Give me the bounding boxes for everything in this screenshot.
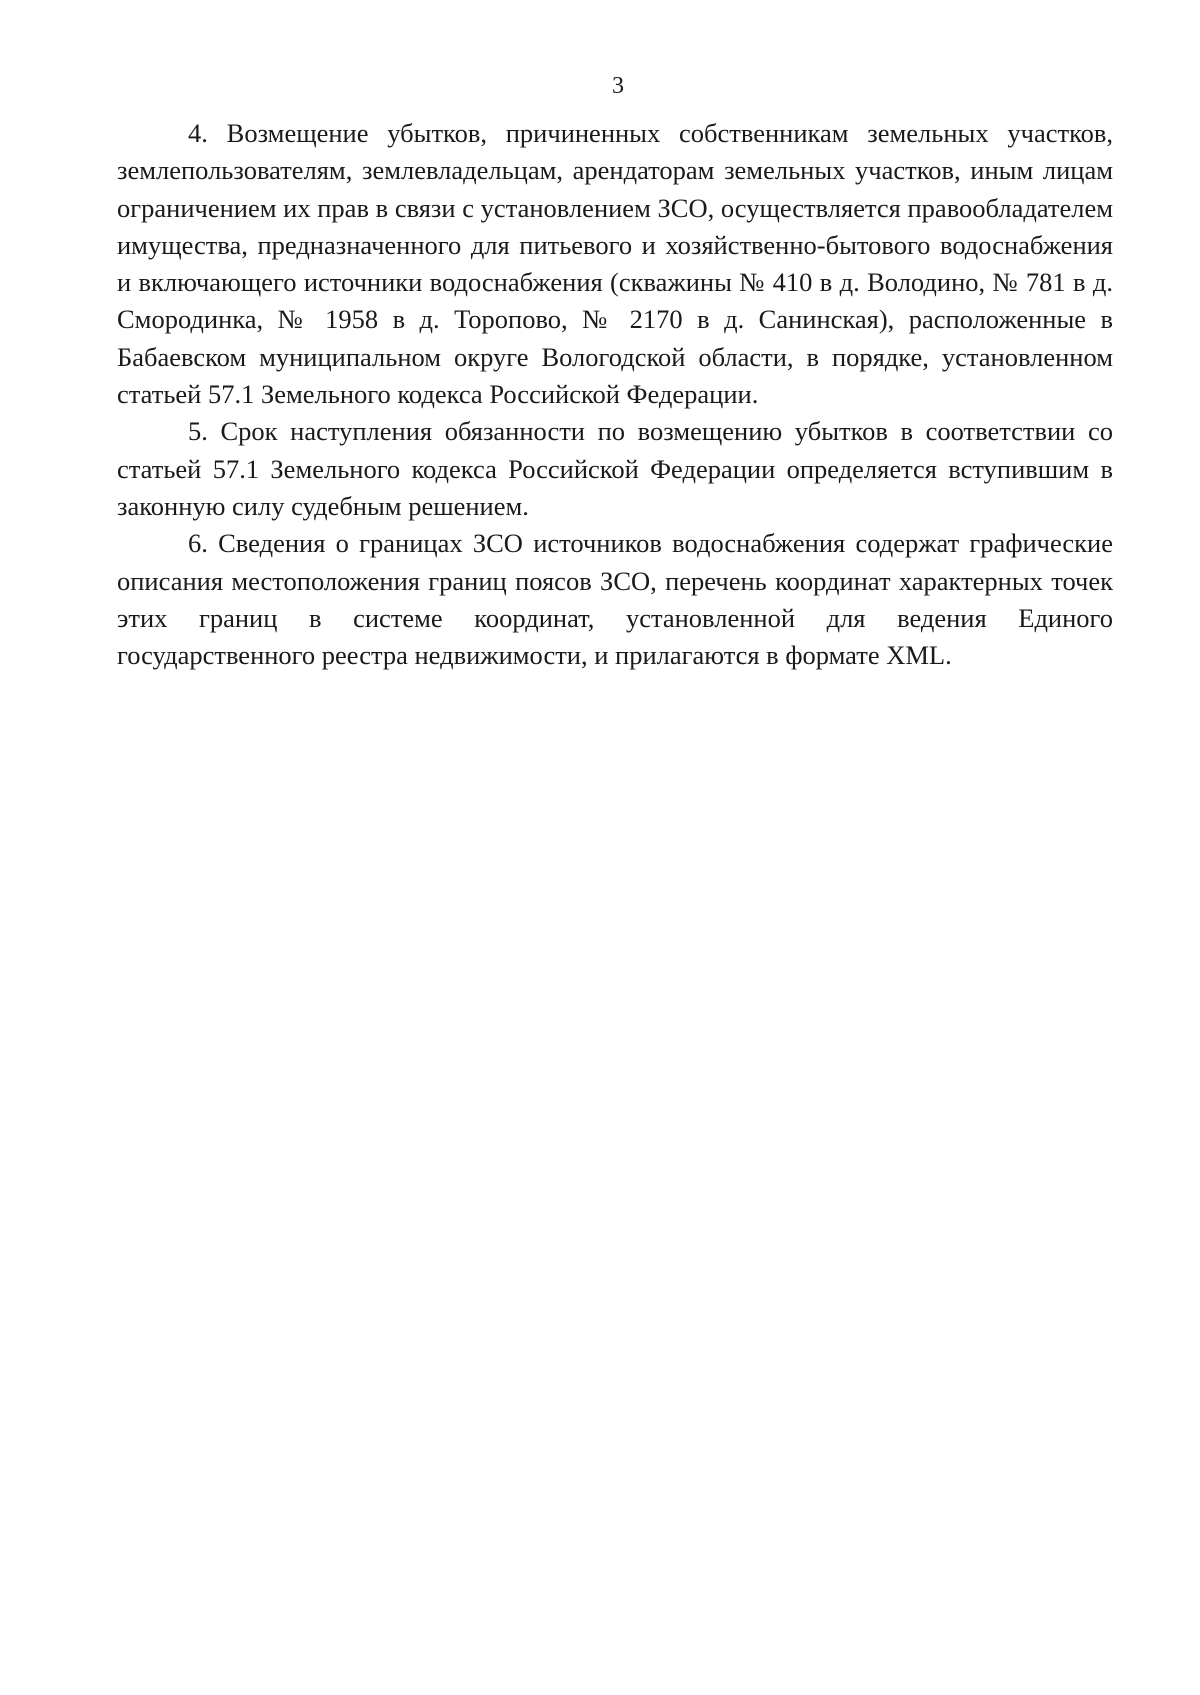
document-body — [117, 115, 1113, 674]
paragraph-4-compensation: 4. Возмещение убытков, причиненных собственникам земельных участков, землепользователям, землевладельцам, арендаторам земельных участков, иным лицам ограничением их прав в связи с установлением ЗСО, осуществляется правообладателем имущества, предназначенного для питьевого и хозяйственно-бытового водоснабжения и включающего источники водоснабжения (скважины № 410 в д. Володино, № 781 в д. Смородинка, № 1958 в д. Торопово, № 2170 в д. Санинская), расположенные в Бабаевском муниципальном округе Вологодской области, в порядке, установленном статьей 57.1 Земельного кодекса Российской Федерации. — [117, 118, 1113, 410]
paragraph-6-zone-boundaries: 6. Сведения о границах ЗСО источников водоснабжения содержат графические описания местоположения границ поясов ЗСО, перечень координат характерных точек этих границ в системе координат, установленной для ведения Единого государственного реестра недвижимости, и прилагаются в формате XML. — [117, 528, 1113, 671]
paragraph-5-obligation-term: 5. Срок наступления обязанности по возмещению убытков в соответствии со статьей 57.1 Земельного кодекса Российской Федерации определяется вступившим в законную силу судебным решением. — [117, 416, 1113, 521]
page-number: 3 — [612, 73, 624, 99]
